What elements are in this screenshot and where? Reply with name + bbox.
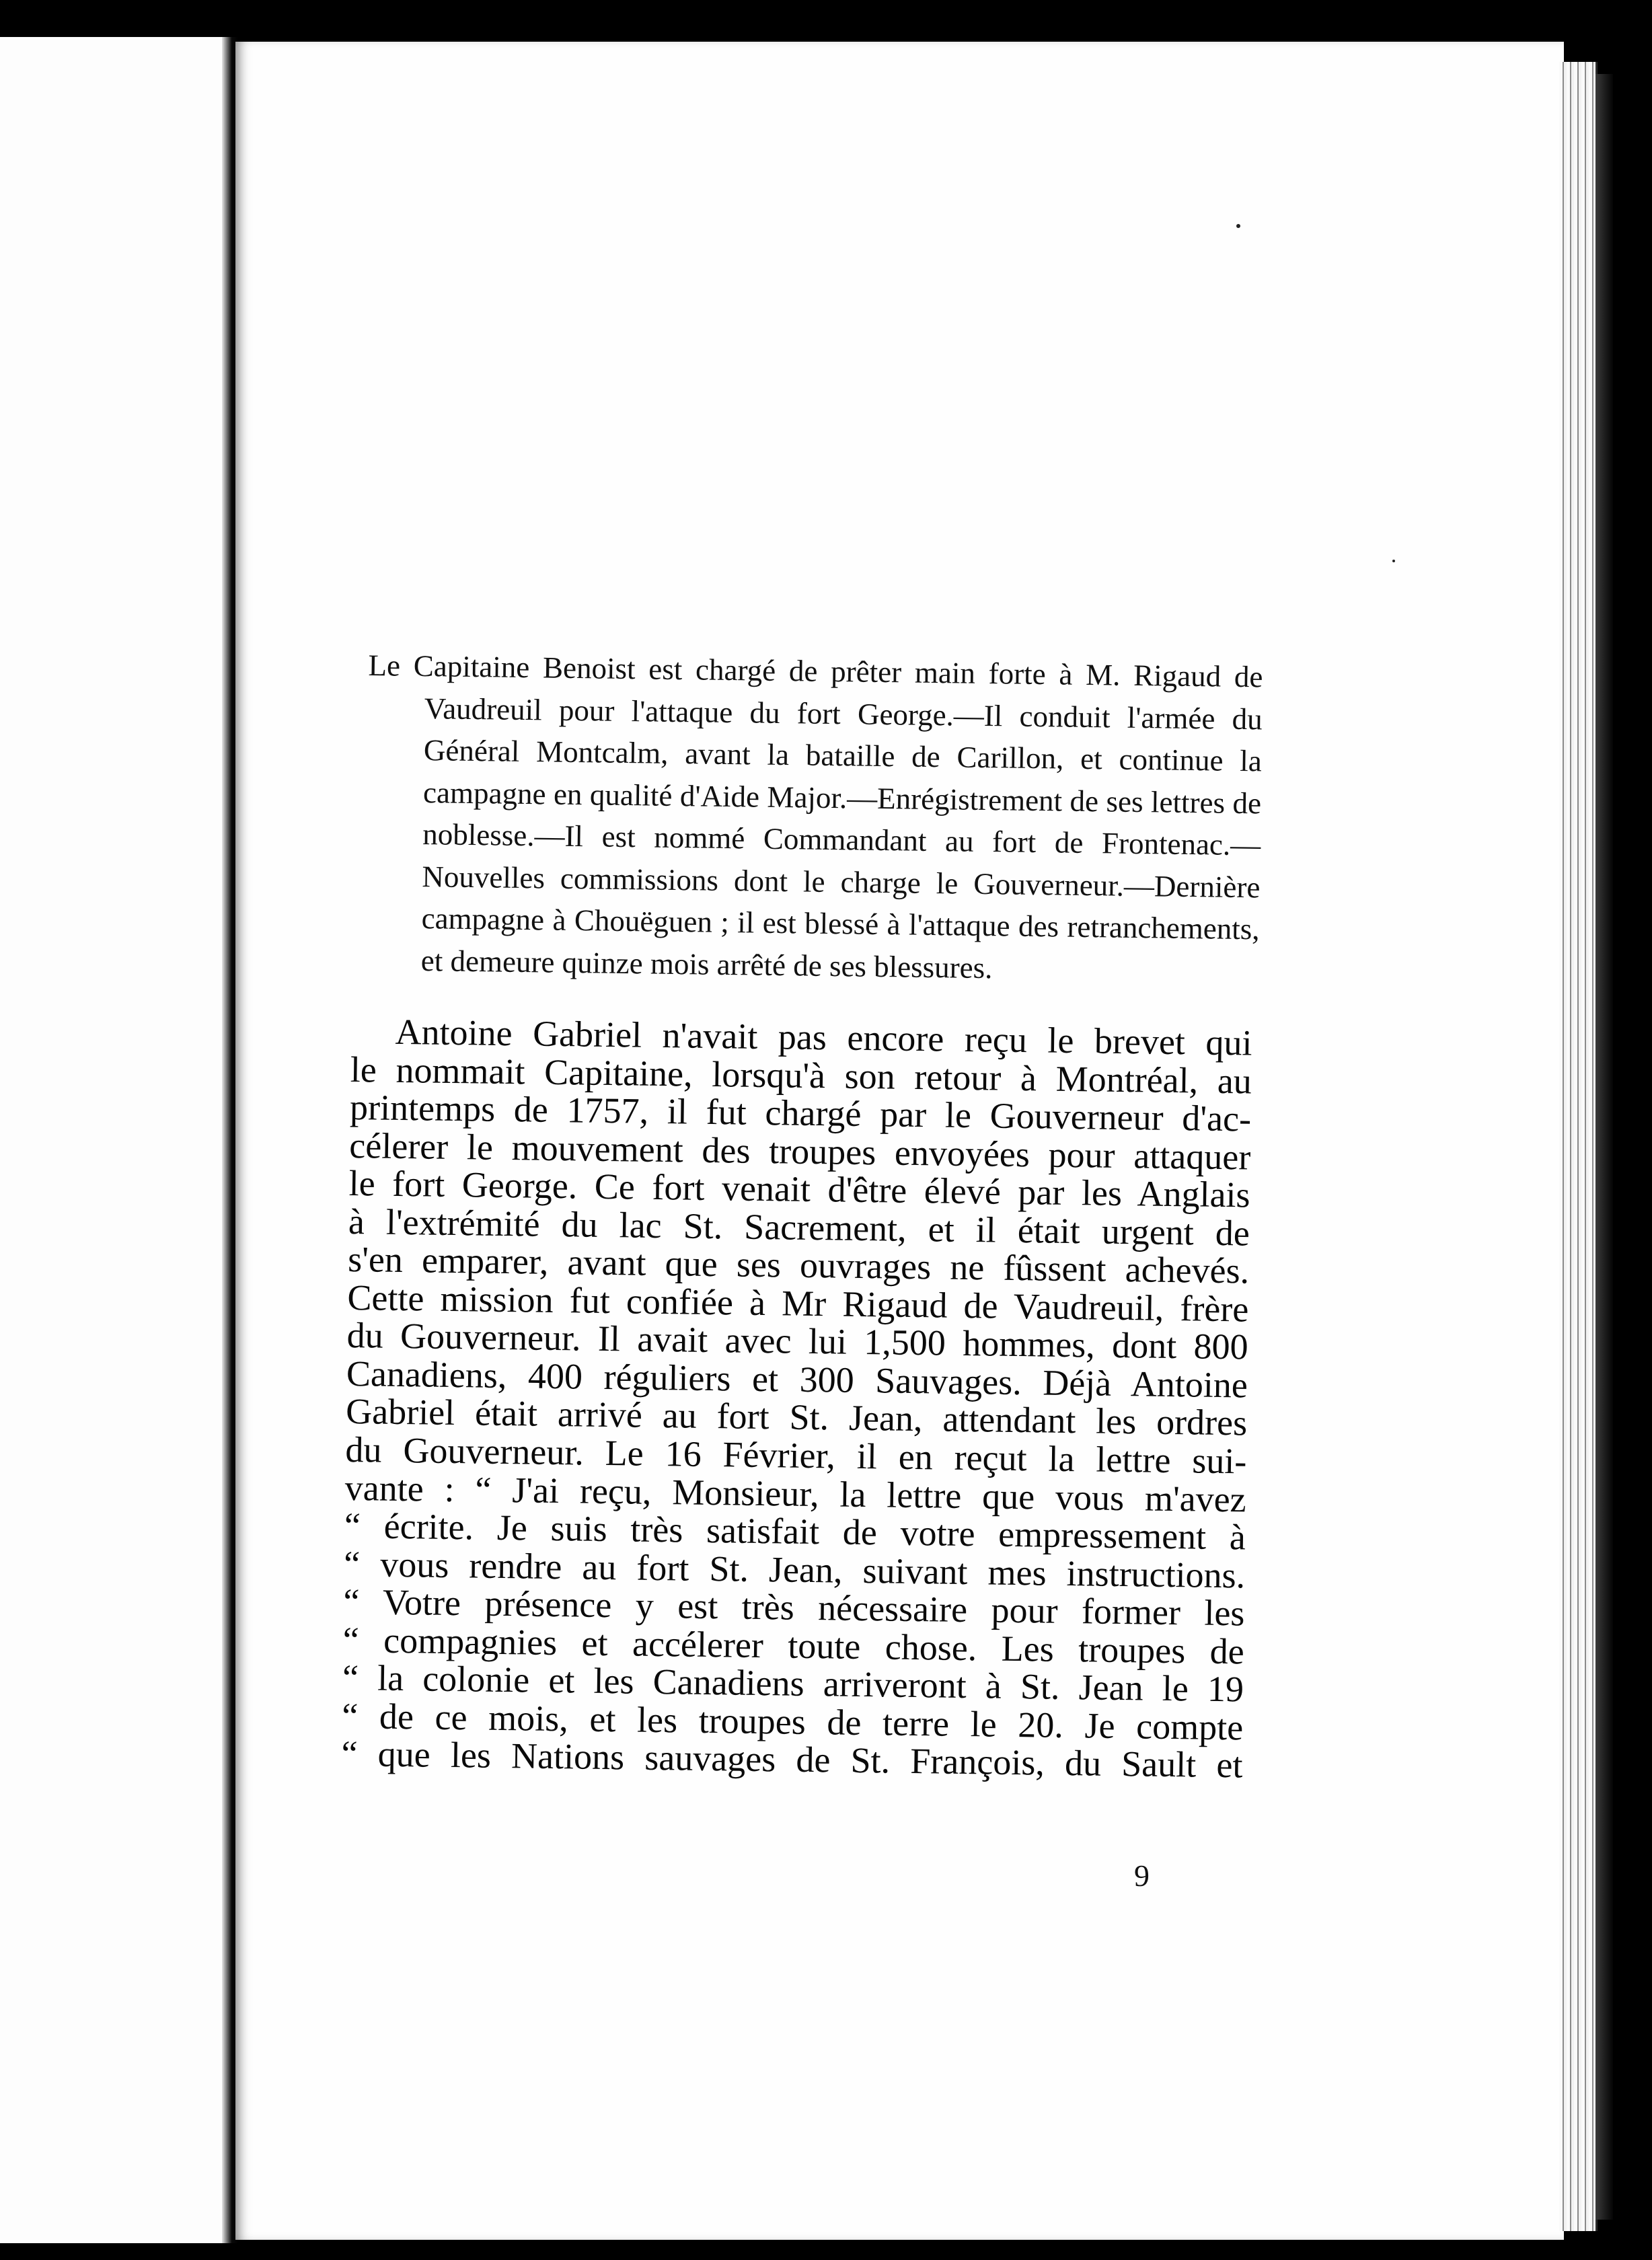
paper-speck [1392, 560, 1395, 562]
left-page-edge [0, 37, 229, 2243]
page-number: 9 [1134, 1858, 1150, 1893]
paper-speck [1236, 224, 1240, 228]
text-line: Antoine Gabriel n'avait pas encore reçu le brevet qui [395, 1011, 1252, 1063]
text-line: célerer le mouvement des troupes envoyées pour attaquer [349, 1125, 1251, 1178]
text-line: du Gouverneur. Il avait avec lui 1,500 hommes, dont 800 [346, 1315, 1248, 1367]
stacked-page-edges [1559, 62, 1598, 2231]
text-line: “ la colonie et les Canadiens arriveront à St. Jean le 19 [342, 1657, 1244, 1710]
text-line: “ Votre présence y est très nécessaire pour former les [343, 1581, 1245, 1634]
text-line: vante : “ J'ai reçu, Monsieur, la lettre que vous m'avez [344, 1467, 1247, 1520]
text-line: Gabriel était arrivé au fort St. Jean, attendant les ordres [345, 1391, 1248, 1443]
text-line: à l'extrémité du lac St. Sacrement, et il était urgent de [348, 1201, 1250, 1254]
chapter-summary: Le Capitaine Benoist est chargé de prêter main forte à M. Rigaud de Vaudreuil pour l'attaque du fort George.—Il conduit l'armée du Général Montcalm, avant la bataille de Carillon, et continue la campagne en qualité d'Aide Major.—Enrégistrement de ses lettres de noblesse.—Il est nommé Commandant au fort de Frontenac.—Nouvelles commissions dont le charge le Gouverneur.—Dernière campagne à Chouëguen ; il est blessé à l'attaque des retranchements, et demeure quinze mois arrêté de ses blessures. [368, 648, 1263, 985]
book-cover-edge [1595, 74, 1613, 2220]
text-line: “ que les Nations sauvages de St. François, du Sault et [341, 1733, 1243, 1786]
body-text [341, 1012, 1252, 1784]
text-line: s'en emparer, avant que ses ouvrages ne fûssent achevés. [347, 1239, 1250, 1291]
text-line: printemps de 1757, il fut chargé par le Gouverneur d'ac- [349, 1087, 1252, 1139]
text-line: “ écrite. Je suis très satisfait de votre empressement à [344, 1505, 1246, 1558]
text-line: “ de ce mois, et les troupes de terre le 20. Je compte [341, 1695, 1244, 1748]
text-line: Canadiens, 400 réguliers et 300 Sauvages. Déjà Antoine [346, 1353, 1248, 1406]
text-line: le nommait Capitaine, lorsqu'à son retour à Montréal, au [350, 1049, 1252, 1102]
text-line: Cette mission fut confiée à Mr Rigaud de Vaudreuil, frère [347, 1277, 1249, 1330]
text-line: le fort George. Ce fort venait d'être élevé par les Anglais [348, 1163, 1250, 1215]
text-line: “ vous rendre au fort St. Jean, suivant mes instructions. [343, 1543, 1246, 1596]
text-line: du Gouverneur. Le 16 Février, il en reçut la lettre sui- [345, 1429, 1247, 1482]
text-line: “ compagnies et accélerer toute chose. Les troupes de [342, 1619, 1245, 1672]
